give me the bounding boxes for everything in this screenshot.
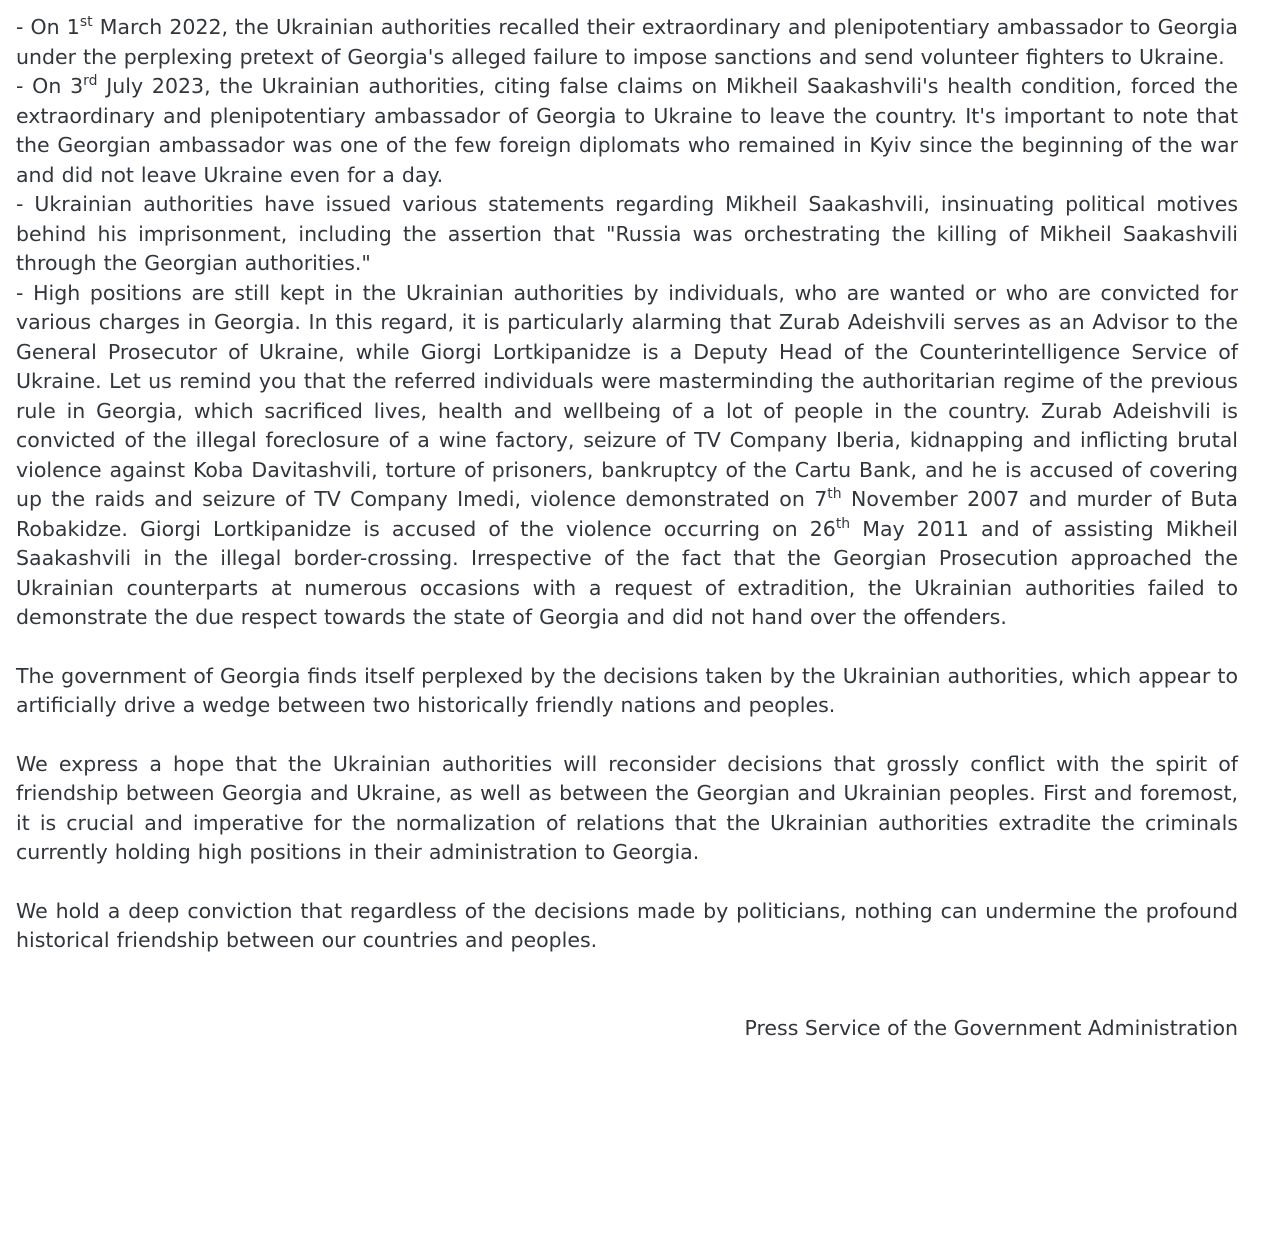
para-statements-saakashvili [16,190,1238,279]
ordinal-superscript: th [835,515,851,532]
text-run: November 2007 and murder of Buta Robakidze. Giorgi Lortkipanidze is accused of the violence occurring on 26 [16,487,1238,541]
text-run: - Ukrainian authorities have issued various statements regarding Mikheil Saakashvili, insinuating political motives behind his imprisonment, including the assertion that "Russia was orchestrating the killing of Mikheil Saakashvili through the Georgian authorities." [16,192,1238,276]
para-deep-conviction [16,897,1238,956]
ordinal-superscript: th [827,486,842,503]
ordinal-superscript: rd [83,73,98,90]
text-run: March 2022, the Ukrainian authorities recalled their extraordinary and plenipotentiary ambassador to Georgia under the perplexing pretext of Georgia's alleged failure to impose sanctions and send volunteer fighters to Ukraine. [16,15,1238,69]
document-body [16,13,1238,956]
text-run: The government of Georgia finds itself perplexed by the decisions taken by the Ukrainian authorities, which appear to artificially drive a wedge between two historically friendly nations and peoples. [16,663,1238,718]
text-run: We hold a deep conviction that regardless of the decisions made by politicians, nothing can undermine the profound historical friendship between our countries and peoples. [16,898,1238,953]
text-run: May 2011 and of assisting Mikheil Saakashvili in the illegal border-crossing. Irrespective of the fact that the Georgian Prosecution approached the Ukrainian counterparts at numerous occasions with a request of extradition, the Ukrainian authorities failed to demonstrate the due respect towards the state of Georgia and did not hand over the offenders. [16,516,1238,630]
text-run: - On 1 [16,15,80,39]
para-high-positions-wanted-individuals [16,279,1238,633]
ordinal-superscript: st [79,14,93,31]
para-recall-ambassador-2022 [16,13,1238,72]
para-express-hope [16,750,1238,868]
text-run: We express a hope that the Ukrainian authorities will reconsider decisions that grossly conflict with the spirit of friendship between Georgia and Ukraine, as well as between the Georgian and Ukrainian peoples. First and foremost, it is crucial and imperative for the normalization of relations that the Ukrainian authorities extradite the criminals currently holding high positions in their administration to Georgia. [16,751,1238,865]
signature-line: Press Service of the Government Administration [744,1015,1238,1040]
text-run: - High positions are still kept in the Ukrainian authorities by individuals, who are wanted or who are convicted for various charges in Georgia. In this regard, it is particularly alarming that Zurab Adeishvili serves as an Advisor to the General Prosecutor of Ukraine, while Giorgi Lortkipanidze is a Deputy Head of the Counterintelligence Service of Ukraine. Let us remind you that the referred individuals were masterminding the authoritarian regime of the previous rule in Georgia, which sacrificed lives, health and wellbeing of a lot of people in the country. Zurab Adeishvili is convicted of the illegal foreclosure of a wine factory, seizure of TV Company Iberia, kidnapping and inflicting brutal violence against Koba Davitashvili, torture of prisoners, bankruptcy of the Cartu Bank, and he is accused of covering up the raids and seizure of TV Company Imedi, violence demonstrated on 7 [16,280,1238,512]
para-forced-ambassador-2023 [16,72,1238,190]
para-government-perplexed [16,662,1238,721]
text-run: July 2023, the Ukrainian authorities, citing false claims on Mikheil Saakashvili's health condition, forced the extraordinary and plenipotentiary ambassador of Georgia to Ukraine to leave the country. It's important to note that the Georgian ambassador was one of the few foreign diplomats who remained in Kyiv since the beginning of the war and did not leave Ukraine even for a day. [16,74,1239,187]
text-run: - On 3 [16,74,84,99]
